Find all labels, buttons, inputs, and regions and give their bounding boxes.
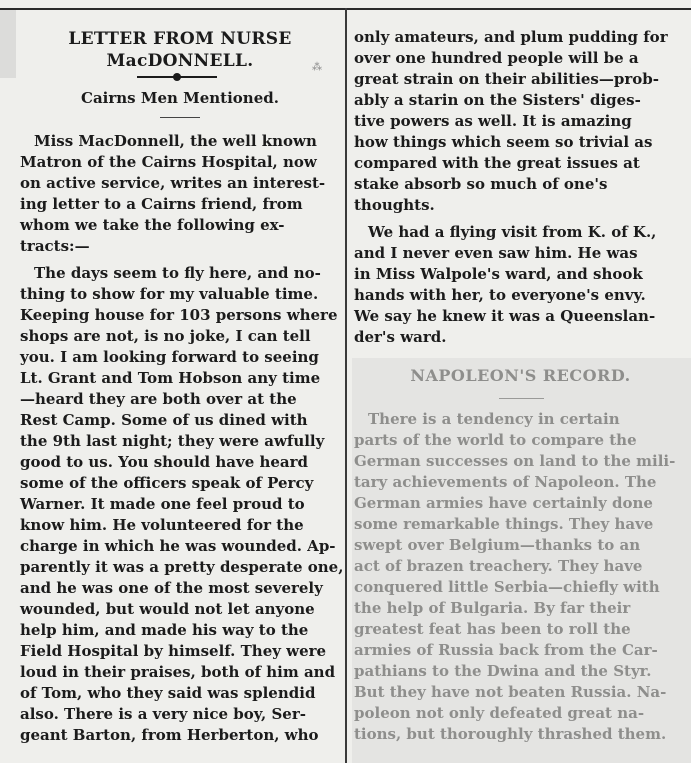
text-line: and I never even saw him. He was <box>354 244 638 262</box>
right-paragraph-1 <box>354 27 687 216</box>
text-line: —heard they are both over at the <box>20 390 297 408</box>
text-line: only amateurs, and plum pudding for <box>354 28 668 46</box>
text-line: der's ward. <box>354 328 447 346</box>
text-line: We had a flying visit from K. of K., <box>368 223 657 241</box>
headline-line-1: LETTER FROM NURSE <box>68 29 292 49</box>
text-line: you. I am looking forward to seeing <box>20 348 319 366</box>
text-line: help him, and made his way to the <box>20 621 309 639</box>
right-paragraph-2 <box>354 222 687 348</box>
text-line: know him. He volunteered for the <box>20 516 304 534</box>
text-line: charge in which he was wounded. Ap- <box>20 537 336 555</box>
text-line: great strain on their abilities—prob- <box>354 70 659 88</box>
text-line: how things which seem so trivial as <box>354 133 653 151</box>
text-line: tive powers as well. It is amazing <box>354 112 632 130</box>
text-line: the help of Bulgaria. By far their <box>354 599 631 617</box>
text-line: ably a starin on the Sisters' diges- <box>354 91 641 109</box>
text-line: tions, but thoroughly thrashed them. <box>354 725 667 743</box>
right-paragraph-3 <box>354 409 687 745</box>
text-line: Miss MacDonnell, the well known <box>34 132 317 150</box>
text-line: tracts:— <box>20 237 90 255</box>
section-rule <box>160 117 200 118</box>
text-line: some of the officers speak of Percy <box>20 474 314 492</box>
text-line: But they have not beaten Russia. Na- <box>354 683 667 701</box>
text-line: wounded, but would not let anyone <box>20 600 315 618</box>
text-line: over one hundred people will be a <box>354 49 639 67</box>
section-heading-rule <box>499 398 544 399</box>
text-line: German successes on land to the mili- <box>354 452 676 470</box>
margin-strip <box>0 10 16 78</box>
text-line: whom we take the following ex- <box>20 216 285 234</box>
left-paragraph-2 <box>20 263 344 746</box>
text-line: stake absorb so much of one's <box>354 175 608 193</box>
text-line: parently it was a pretty desperate one, <box>20 558 344 576</box>
text-line: geant Barton, from Herberton, who <box>20 726 319 744</box>
text-line: German armies have certainly done <box>354 494 653 512</box>
subheadline: Cairns Men Mentioned. <box>81 89 279 107</box>
text-line: ing letter to a Cairns friend, from <box>20 195 303 213</box>
text-line: of Tom, who they said was splendid <box>20 684 316 702</box>
text-line: on active service, writes an interest- <box>20 174 326 192</box>
headline-line-2: MacDONNELL. <box>106 51 254 71</box>
text-line: Keeping house for 103 persons where <box>20 306 338 324</box>
text-line: loud in their praises, both of him and <box>20 663 336 681</box>
text-line: greatest feat has been to roll the <box>354 620 631 638</box>
text-line: Warner. It made one feel proud to <box>20 495 305 513</box>
text-line: Matron of the Cairns Hospital, now <box>20 153 317 171</box>
text-line: also. There is a very nice boy, Ser- <box>20 705 306 723</box>
print-speck: ⁂ <box>312 62 322 73</box>
text-line: Rest Camp. Some of us dined with <box>20 411 308 429</box>
text-line: thoughts. <box>354 196 435 214</box>
text-line: There is a tendency in certain <box>368 410 620 428</box>
text-line: tary achievements of Napoleon. The <box>354 473 657 491</box>
text-line: We say he knew it was a Queenslan- <box>354 307 656 325</box>
text-line: parts of the world to compare the <box>354 431 637 449</box>
text-line: poleon not only defeated great na- <box>354 704 645 722</box>
text-line: good to us. You should have heard <box>20 453 309 471</box>
text-line: some remarkable things. They have <box>354 515 654 533</box>
text-line: armies of Russia back from the Car- <box>354 641 658 659</box>
text-line: swept over Belgium—thanks to an <box>354 536 641 554</box>
text-line: in Miss Walpole's ward, and shook <box>354 265 643 283</box>
text-line: shops are not, is no joke, I can tell <box>20 327 311 345</box>
ornament-dot <box>173 73 181 81</box>
text-line: thing to show for my valuable time. <box>20 285 319 303</box>
text-line: act of brazen treachery. They have <box>354 557 643 575</box>
text-line: pathians to the Dwina and the Styr. <box>354 662 652 680</box>
column-divider <box>345 8 347 763</box>
left-paragraph-1 <box>20 131 340 257</box>
text-line: the 9th last night; they were awfully <box>20 432 325 450</box>
text-line: Field Hospital by himself. They were <box>20 642 327 660</box>
text-line: Lt. Grant and Tom Hobson any time <box>20 369 321 387</box>
text-line: hands with her, to everyone's envy. <box>354 286 646 304</box>
section-heading: NAPOLEON'S RECORD. <box>410 366 631 385</box>
text-line: The days seem to fly here, and no- <box>34 264 321 282</box>
text-line: compared with the great issues at <box>354 154 640 172</box>
text-line: conquered little Serbia—chiefly with <box>354 578 660 596</box>
text-line: and he was one of the most severely <box>20 579 323 597</box>
